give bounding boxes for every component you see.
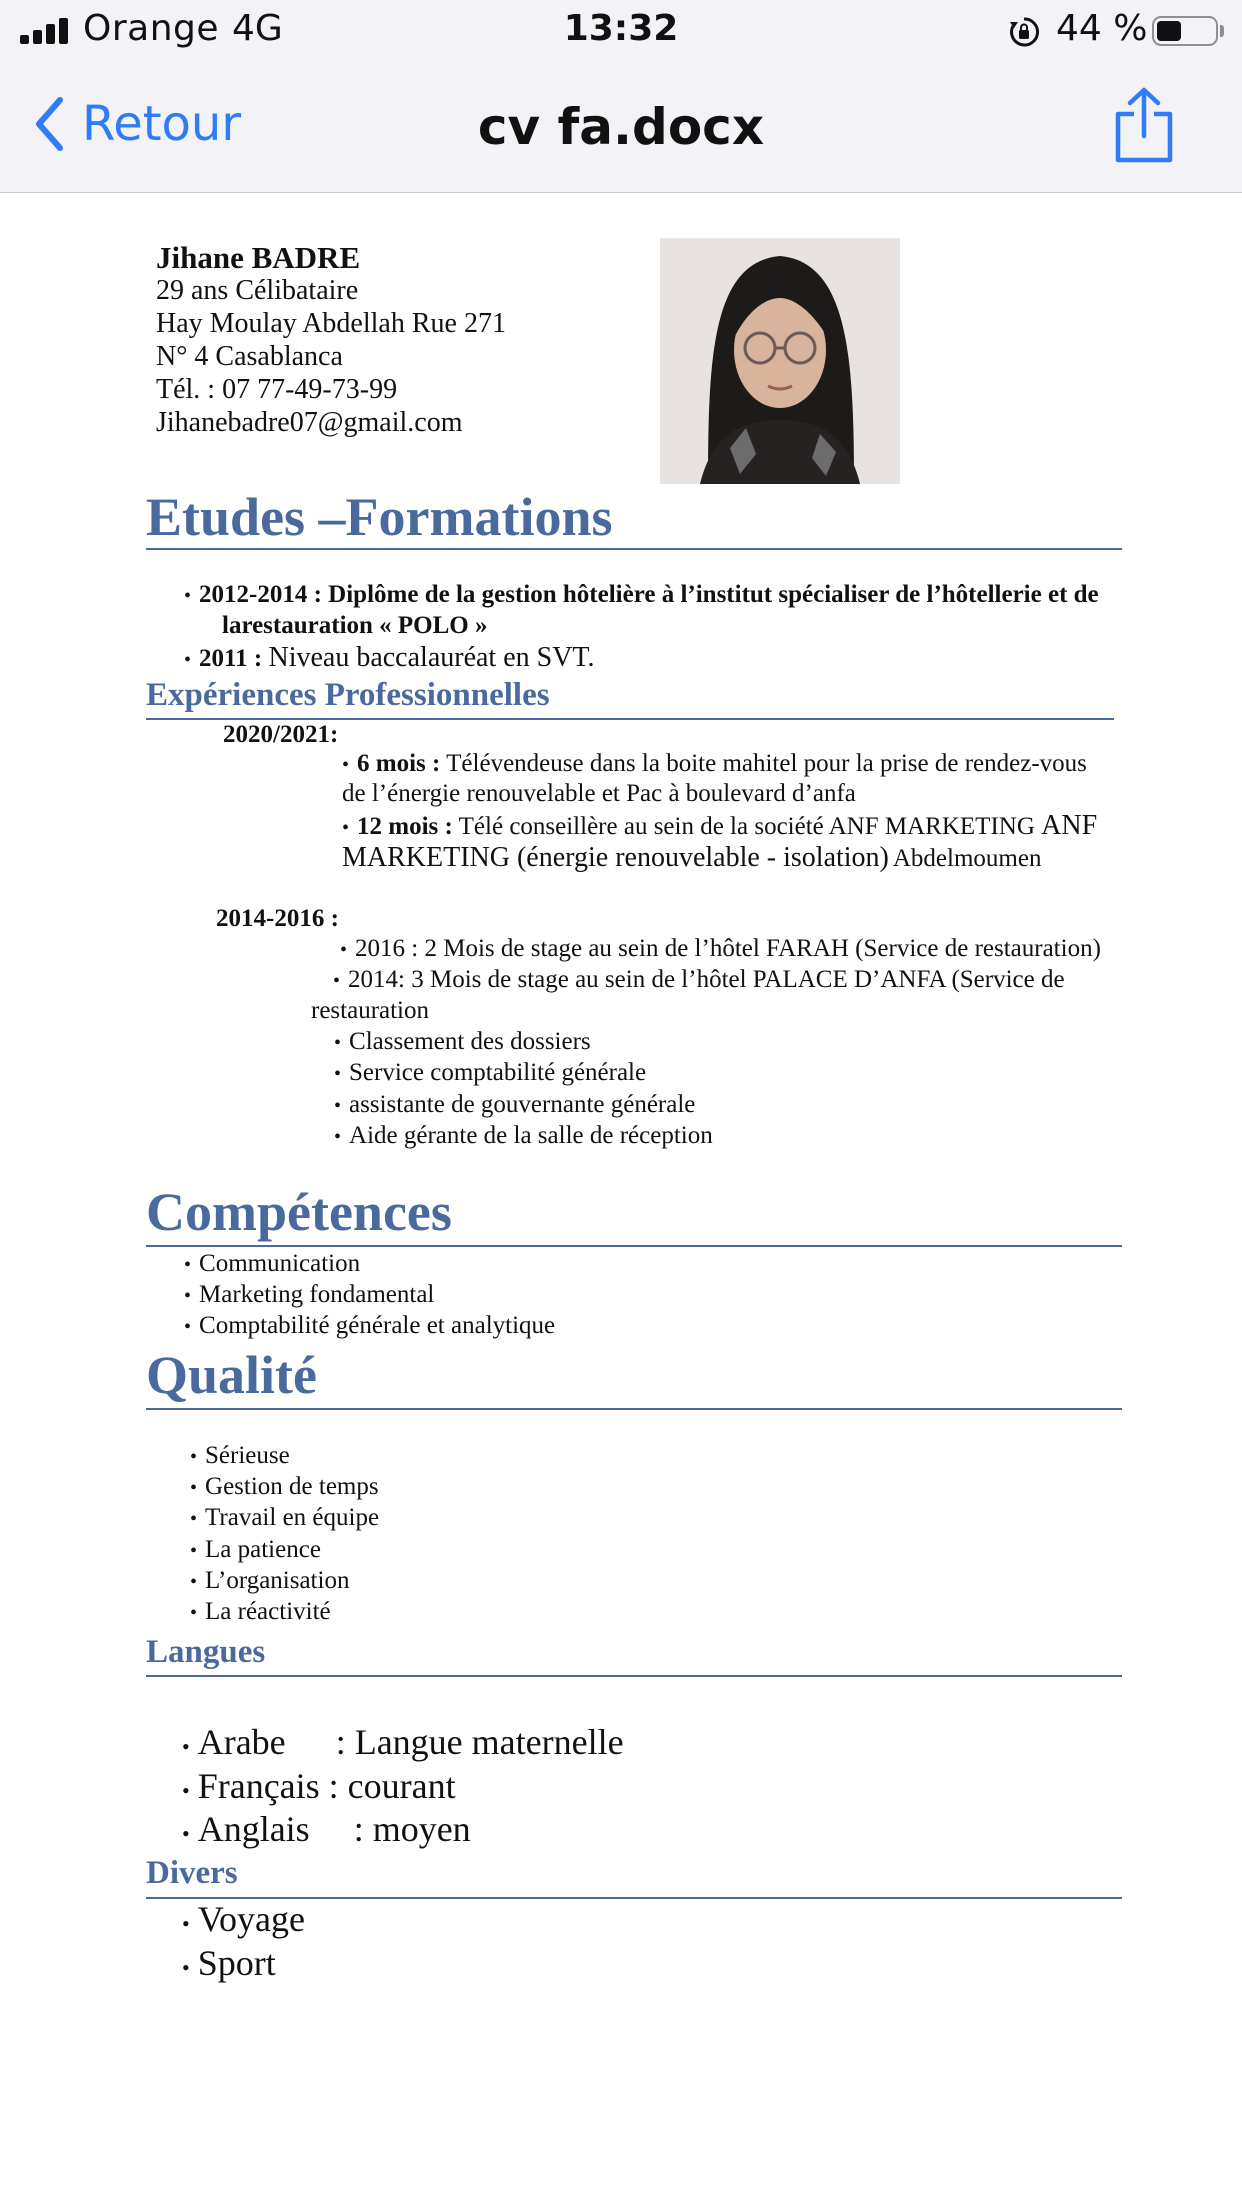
- task-item: [334, 1059, 646, 1087]
- experience-description-large: MARKETING (énergie renouvelable - isolation): [342, 842, 889, 873]
- navigation-bar: [0, 62, 1242, 193]
- experience-description: Abdelmoumen: [892, 845, 1042, 872]
- duration-label: 12 mois :: [357, 813, 453, 840]
- bullet: •: [333, 970, 341, 992]
- battery-percentage: 44 %: [1056, 8, 1148, 49]
- task-text: Service comptabilité générale: [349, 1059, 647, 1086]
- competence-item: [184, 1250, 360, 1278]
- duration-label: 6 mois :: [357, 750, 441, 777]
- bullet: •: [182, 1734, 190, 1759]
- header-email: Jihanebadre07@gmail.com: [156, 407, 463, 438]
- etudes-item-1-text-2: larestauration « POLO »: [222, 612, 488, 639]
- etudes-item-2-text: Niveau baccalauréat en SVT.: [268, 642, 595, 673]
- bullet: •: [184, 585, 192, 607]
- quality-item: [190, 1598, 331, 1626]
- experience-period-1: [223, 721, 338, 749]
- section-heading-etudes: Etudes –Formations: [146, 487, 613, 547]
- quality-text: Sérieuse: [205, 1442, 290, 1469]
- competence-text: Communication: [199, 1250, 361, 1277]
- experience-description: Télévendeuse dans la boite mahitel pour la prise de rendez-vous: [446, 750, 1087, 777]
- bullet: •: [182, 1955, 190, 1980]
- internship-text: 2014: 3 Mois de stage au sein de l’hôtel PALACE D’ANFA (Service de: [348, 966, 1065, 993]
- quality-text: Travail en équipe: [205, 1504, 380, 1531]
- divers-item: [182, 1942, 276, 1984]
- etudes-item-1: [184, 581, 1099, 609]
- section-divider: [146, 718, 1114, 720]
- language-item: [182, 1765, 456, 1807]
- section-divider: [146, 548, 1122, 550]
- candidate-name: Jihane BADRE: [156, 240, 361, 275]
- bullet: •: [190, 1540, 198, 1562]
- internship-item-2: [333, 966, 1065, 994]
- quality-text: La réactivité: [205, 1598, 331, 1625]
- bullet: •: [184, 1316, 192, 1338]
- experience-item-2-continued: [342, 842, 1041, 874]
- bullet: •: [182, 1778, 190, 1803]
- language-name: Arabe: [197, 1722, 286, 1762]
- period-label: 2020/2021:: [223, 721, 339, 748]
- competence-item: [184, 1312, 555, 1340]
- bullet: •: [190, 1477, 198, 1499]
- experience-item-1: [342, 750, 1087, 778]
- bullet: •: [190, 1602, 198, 1624]
- quality-item: [190, 1567, 349, 1595]
- experience-item-1-continued: de l’énergie renouvelable et Pac à boulevard d’anfa: [342, 780, 856, 807]
- competence-text: Marketing fondamental: [199, 1281, 435, 1308]
- task-item: [334, 1091, 695, 1119]
- bullet: •: [340, 939, 348, 961]
- bullet: •: [190, 1508, 198, 1530]
- bullet: •: [182, 1911, 190, 1936]
- bullet: •: [190, 1571, 198, 1593]
- internship-item-2-continued: restauration: [311, 997, 430, 1024]
- bullet: •: [334, 1126, 342, 1148]
- bullet: •: [334, 1063, 342, 1085]
- language-item: [182, 1721, 624, 1763]
- section-heading-langues: Langues: [146, 1634, 266, 1670]
- battery-icon: [1152, 16, 1218, 46]
- etudes-item-2-year: 2011 :: [199, 645, 263, 672]
- bullet: •: [342, 754, 350, 776]
- bullet: •: [184, 1285, 192, 1307]
- task-text: Classement des dossiers: [349, 1028, 591, 1055]
- period-label: 2014-2016 :: [216, 905, 339, 932]
- etudes-item-2: [184, 642, 594, 674]
- bullet: •: [190, 1446, 198, 1468]
- task-item: [334, 1028, 591, 1056]
- language-name: Anglais: [197, 1809, 310, 1849]
- section-divider: [146, 1675, 1122, 1677]
- share-icon[interactable]: [1112, 86, 1176, 164]
- quality-item: [190, 1473, 379, 1501]
- quality-item: [190, 1536, 321, 1564]
- language-name: Français: [197, 1766, 320, 1806]
- quality-item: [190, 1504, 379, 1532]
- battery-cap: [1220, 25, 1224, 37]
- quality-text: Gestion de temps: [205, 1473, 379, 1500]
- bullet: •: [182, 1821, 190, 1846]
- competence-item: [184, 1281, 434, 1309]
- header-address-line2: N° 4 Casablanca: [156, 341, 343, 372]
- section-heading-competences: Compétences: [146, 1182, 452, 1242]
- header-phone: Tél. : 07 77-49-73-99: [156, 374, 398, 405]
- language-item: [182, 1808, 471, 1850]
- document-content[interactable]: [0, 193, 1242, 2208]
- profile-photo: [660, 238, 900, 484]
- header-address-line1: Hay Moulay Abdellah Rue 271: [156, 308, 506, 339]
- quality-text: L’organisation: [205, 1567, 350, 1594]
- task-text: Aide gérante de la salle de réception: [349, 1122, 713, 1149]
- quality-item: [190, 1442, 290, 1470]
- rotation-lock-icon: [1008, 16, 1040, 48]
- section-divider: [146, 1245, 1122, 1247]
- bullet: •: [342, 817, 350, 839]
- status-bar: [0, 0, 1242, 62]
- bullet: •: [184, 649, 192, 671]
- divers-text: Sport: [197, 1943, 276, 1983]
- section-divider: [146, 1408, 1122, 1410]
- task-item: [334, 1122, 713, 1150]
- section-heading-qualite: Qualité: [146, 1345, 317, 1405]
- internship-item-1: [340, 935, 1101, 963]
- etudes-item-1-year: 2012-2014 :: [199, 581, 322, 608]
- etudes-item-1-text: Diplôme de la gestion hôtelière à l’institut spécialiser de l’hôtellerie et de: [328, 581, 1099, 608]
- bullet: •: [334, 1095, 342, 1117]
- internship-text: 2016 : 2 Mois de stage au sein de l’hôtel FARAH (Service de restauration): [355, 935, 1101, 962]
- etudes-item-1-continued: [222, 612, 488, 640]
- bullet: •: [334, 1032, 342, 1054]
- task-text: assistante de gouvernante générale: [349, 1091, 696, 1118]
- language-level: : courant: [328, 1766, 456, 1806]
- section-heading-divers: Divers: [146, 1855, 238, 1891]
- divers-text: Voyage: [197, 1899, 306, 1939]
- competence-text: Comptabilité générale et analytique: [199, 1312, 556, 1339]
- network-type: 4G: [232, 8, 283, 49]
- experience-description: Télé conseillère au sein de la société ANF MARKETING: [458, 813, 1035, 840]
- experience-description-large: ANF: [1041, 810, 1098, 841]
- carrier-name: Orange: [83, 8, 220, 49]
- experience-item-2: [342, 810, 1097, 842]
- document-title: cv fa.docx: [477, 98, 765, 156]
- language-level: : moyen: [353, 1809, 471, 1849]
- battery-level: [1157, 21, 1181, 41]
- quality-text: La patience: [205, 1536, 321, 1563]
- back-label: Retour: [82, 96, 242, 152]
- status-time: 13:32: [563, 8, 679, 49]
- language-level: : Langue maternelle: [335, 1722, 624, 1762]
- bullet: •: [184, 1254, 192, 1276]
- header-age-status: 29 ans Célibataire: [156, 275, 359, 306]
- section-heading-experiences: Expériences Professionnelles: [146, 677, 550, 713]
- divers-item: [182, 1898, 305, 1940]
- experience-period-2: [216, 905, 339, 933]
